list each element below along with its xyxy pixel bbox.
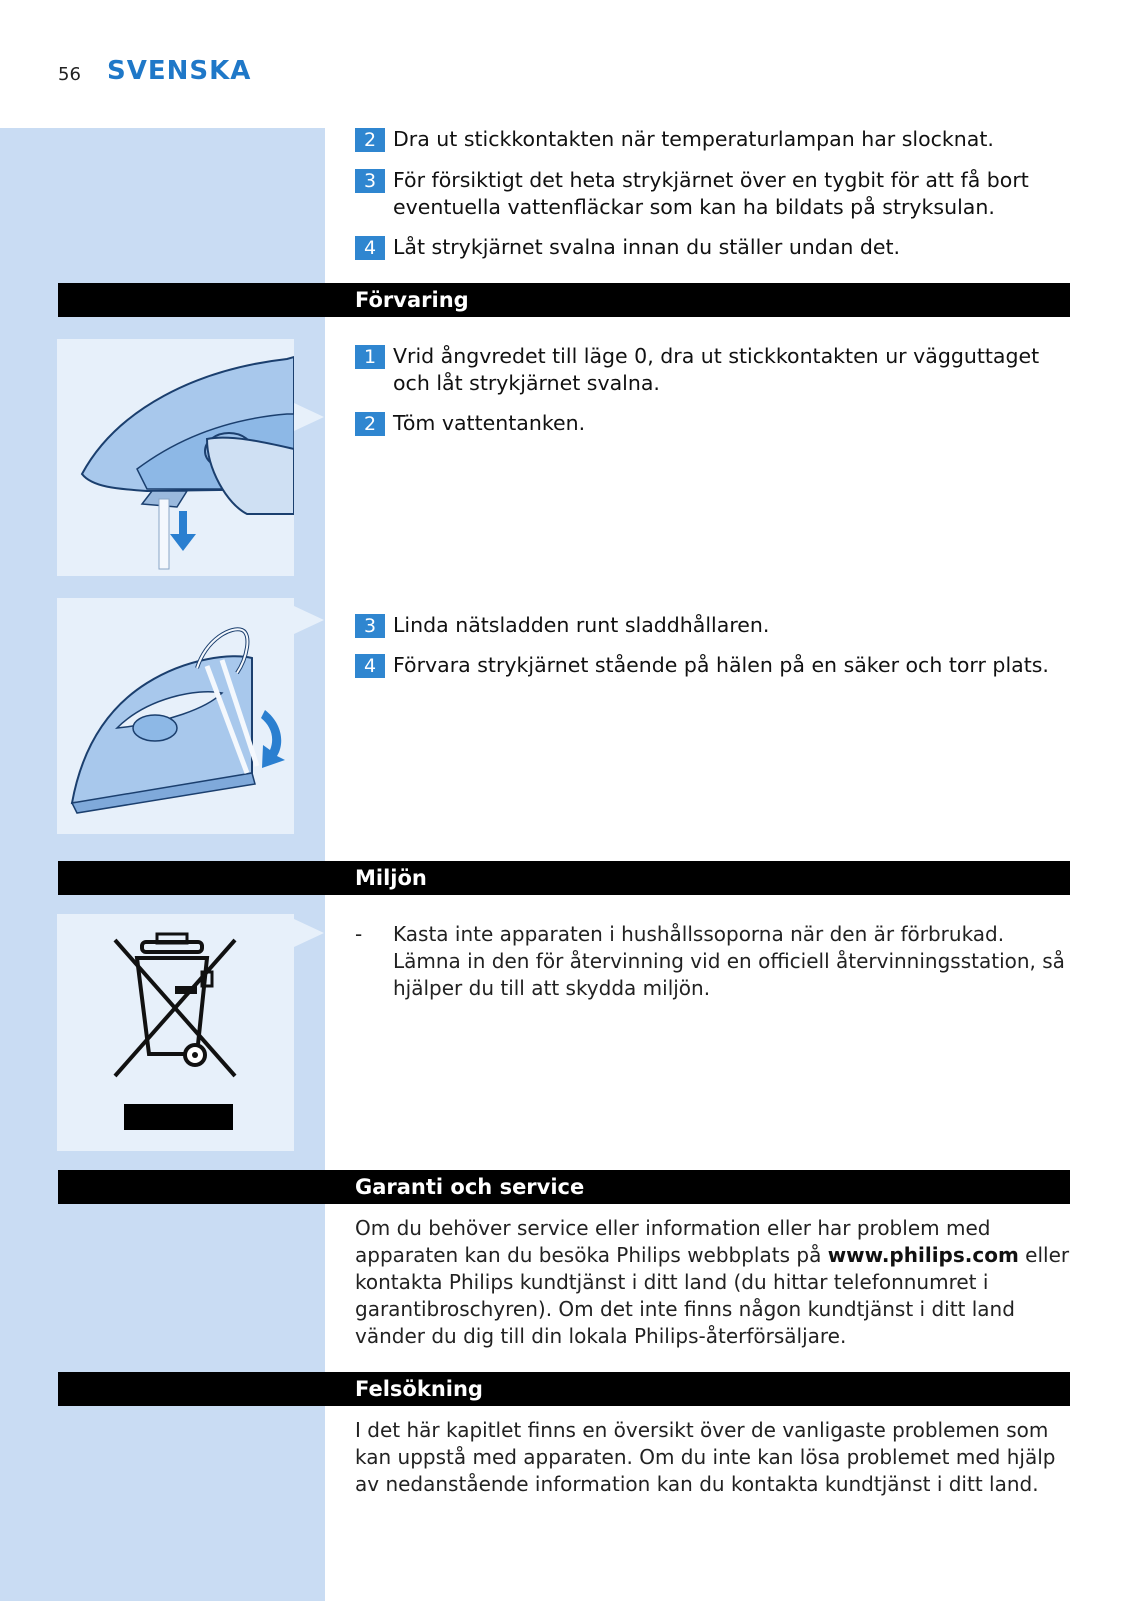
section-title: Garanti och service (355, 1175, 585, 1199)
intro-step (355, 167, 1075, 221)
bullet-text: Kasta inte apparaten i hushållssoporna när den är förbrukad. Lämna in den för återvinning vid en officiell återvinningsstation, så hjälper du till att skydda miljön. (393, 922, 1065, 1000)
storage-step (355, 612, 1075, 639)
step-number: 2 (355, 412, 385, 436)
troubleshooting-paragraph: I det här kapitlet finns en översikt över de vanligaste problemen som kan uppstå med apparaten. Om du inte kan lösa problemet med hjälp av nedanstående information kan du kontakta kundtjänst i ditt land. (355, 1418, 1056, 1496)
step-number: 1 (355, 345, 385, 369)
step-text: Töm vattentanken. (393, 411, 586, 435)
warranty-text-before: Om du behöver service eller information eller har problem med apparaten kan du besöka Philips webbplats på (355, 1216, 991, 1267)
section-title: Förvaring (355, 288, 469, 312)
illustration-pointer (294, 919, 324, 947)
step-text: Dra ut stickkontakten när temperaturlampan har slocknat. (393, 127, 994, 151)
iron-cord-wrap-illustration (57, 598, 294, 834)
warranty-text-after: eller kontakta Philips kundtjänst i ditt land (du hittar telefonnumret i garantibroschyren). Om det inte finns någon kundtjänst i ditt land vänder du dig till din lokala Philips-återförsäljare. (355, 1243, 1070, 1348)
section-title: Miljön (355, 866, 427, 890)
section-bar-warranty (58, 1170, 1070, 1204)
step-text: Vrid ångvredet till läge 0, dra ut stickkontakten ur vägguttaget och låt strykjärnet svalna. (393, 344, 1040, 395)
step-number: 3 (355, 169, 385, 193)
illustration-pointer (294, 606, 324, 634)
page-number: 56 (58, 64, 81, 85)
section-title: Felsökning (355, 1377, 483, 1401)
step-number: 2 (355, 128, 385, 152)
step-text: Förvara strykjärnet stående på hälen på en säker och torr plats. (393, 653, 1049, 677)
bin-label-bar (124, 1104, 233, 1130)
step-text: Linda nätsladden runt sladdhållaren. (393, 613, 770, 637)
step-number: 4 (355, 654, 385, 678)
step-number: 3 (355, 614, 385, 638)
environment-bullet (355, 921, 1073, 1002)
intro-step (355, 126, 1075, 153)
philips-website-link[interactable]: www.philips.com (827, 1243, 1019, 1267)
storage-step (355, 652, 1075, 679)
iron-emptying-illustration (57, 339, 294, 576)
section-bar-storage (58, 283, 1070, 317)
step-number: 4 (355, 236, 385, 260)
section-bar-troubleshooting (58, 1372, 1070, 1406)
bullet-dash: - (355, 922, 363, 946)
language-heading: SVENSKA (107, 56, 252, 86)
intro-step (355, 234, 1075, 261)
storage-step (355, 343, 1075, 397)
section-bar-environment (58, 861, 1070, 895)
storage-step (355, 410, 1075, 437)
step-text: För försiktigt det heta strykjärnet över en tygbit för att få bort eventuella vattenfläckar som kan ha bildats på stryksulan. (393, 168, 1029, 219)
illustration-pointer (294, 403, 324, 431)
step-text: Låt strykjärnet svalna innan du ställer undan det. (393, 235, 901, 259)
warranty-paragraph (355, 1215, 1073, 1350)
